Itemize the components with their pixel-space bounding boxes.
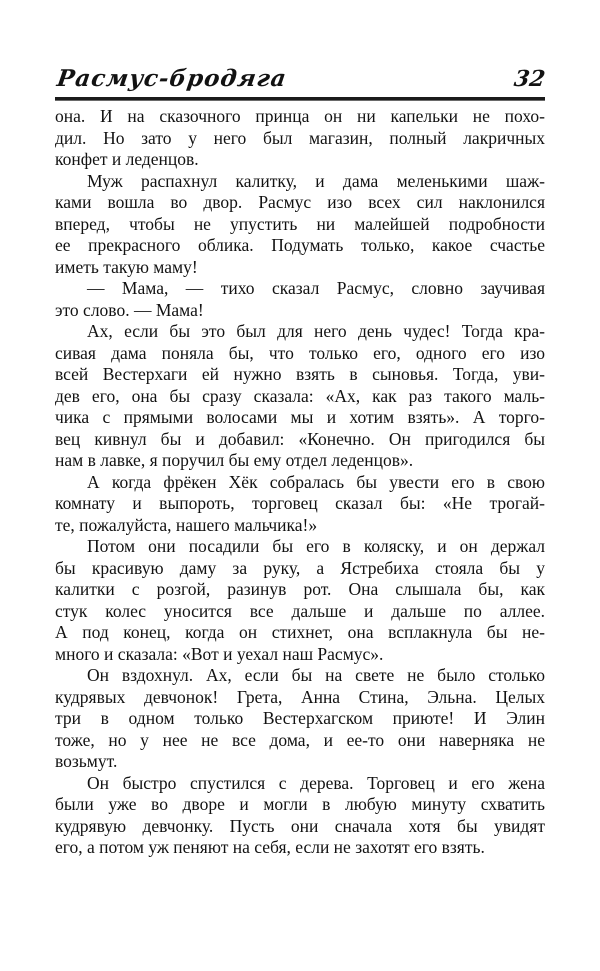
text-line: кудрявых девчонок! Грета, Анна Стина, Эльна. Целых: [55, 686, 545, 707]
text-line: бы красивую даму за руку, а Ястребиха стояла бы у: [55, 557, 545, 578]
text-line: три в одном только Вестерхагском приюте! И Элин: [55, 708, 545, 728]
text-line: дев его, она бы сразу сказала: «Ах, как раз такого маль-: [55, 385, 545, 406]
text-line: она. И на сказочного принца он ни капельки не похо-: [55, 106, 545, 126]
page-body: [55, 106, 545, 859]
text-line: Муж распахнул калитку, и дама меленькими шаж-: [87, 170, 545, 191]
text-line: Он вздохнул. Ах, если бы на свете не было столько: [87, 665, 545, 685]
text-line: Потом они посадили бы его в коляску, и он держал: [87, 536, 545, 556]
text-line: те, пожалуйста, нашего мальчика!»: [55, 514, 318, 535]
text-line: — Мама, — тихо сказал Расмус, словно заучивая: [87, 278, 545, 298]
paragraph: [55, 171, 545, 279]
paragraph: [55, 536, 545, 665]
text-line: калитки с розгой, разинув рот. Она слышала бы, как: [55, 579, 545, 599]
text-line: его, а потом уж пеняют на себя, если не захотят его взять.: [55, 837, 485, 857]
text-line: много и сказала: «Вот и уехал наш Расмус».: [55, 643, 384, 664]
text-line: Он быстро спустился с дерева. Торговец и его жена: [87, 772, 545, 793]
text-line: возьмут.: [55, 751, 118, 771]
text-line: вец кивнул бы и добавил: «Конечно. Он пригодился бы: [55, 428, 545, 449]
text-line: были уже во дворе и могли в любую минуту схватить: [55, 794, 545, 814]
text-line: А под конец, когда он стихнет, она всплакнула бы не-: [55, 622, 545, 642]
paragraph: [55, 106, 545, 171]
text-line: дил. Но зато у него был магазин, полный лакричных: [55, 127, 545, 148]
header-rule: [55, 97, 545, 101]
page-number: 32: [512, 66, 548, 92]
paragraph: [55, 773, 545, 859]
page-header: [55, 62, 548, 94]
text-line: ками вошла во двор. Расмус изо всех сил наклонился: [55, 192, 545, 212]
text-line: вперед, чтобы не упустить ни малейшей подробности: [55, 213, 545, 234]
text-line: тоже, но у нее не все дома, и ее-то они наверняка не: [55, 729, 545, 750]
text-line: чика с прямыми волосами мы и хотим взять». А торго-: [55, 407, 545, 427]
running-head-title: Расмус-бродяга: [55, 65, 289, 92]
text-line: всей Вестерхаги ей нужно взять в сыновья. Тогда, уви-: [55, 364, 545, 384]
text-line: это слово. — Мама!: [55, 299, 204, 320]
paragraph: [55, 472, 545, 537]
text-line: кудрявую девчонку. Пусть они сначала хотя бы увидят: [55, 815, 545, 836]
text-line: А когда фрёкен Хёк собралась бы увести его в свою: [87, 471, 545, 492]
text-line: нам в лавке, я поручил бы ему отдел леденцов».: [55, 450, 414, 470]
text-line: иметь такую маму!: [55, 256, 198, 277]
paragraph: [55, 321, 545, 472]
paragraph: [55, 278, 545, 321]
paragraph: [55, 665, 545, 773]
text-line: ее прекрасного облика. Подумать только, какое счастье: [55, 235, 545, 255]
text-line: Ах, если бы это был для него день чудес! Тогда кра-: [87, 321, 545, 341]
text-line: комнату и выпороть, торговец сказал бы: «Не трогай-: [55, 493, 545, 513]
text-line: стук колес уносится все дальше и дальше по аллее.: [55, 600, 545, 621]
text-line: сивая дама поняла бы, что только его, одного его изо: [55, 342, 545, 363]
text-line: конфет и леденцов.: [55, 149, 199, 169]
